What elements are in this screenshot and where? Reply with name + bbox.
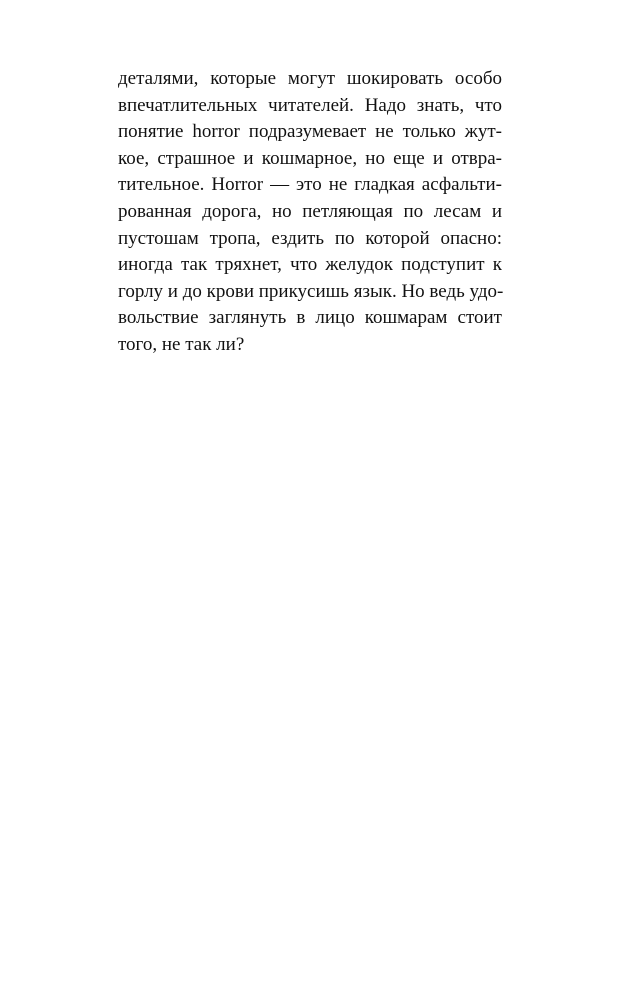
text-line: пустошам тропа, ездить по которой опасно: bbox=[118, 227, 502, 249]
text-line: кое, страшное и кошмарное, но еще и отвра- bbox=[118, 147, 502, 169]
text-line: горлу и до крови прикусишь язык. Но ведь удо- bbox=[118, 280, 504, 302]
text-line-last: того, не так ли? bbox=[118, 333, 245, 355]
text-line: деталями, которые могут шокировать особо bbox=[118, 68, 502, 89]
text-line: тительное. Horror — это не гладкая асфальти- bbox=[118, 174, 502, 196]
text-line: рованная дорога, но петляющая по лесам и bbox=[118, 200, 502, 222]
body-paragraph bbox=[118, 66, 502, 359]
text-line: впечатлительных читателей. Надо знать, что bbox=[118, 94, 502, 116]
text-line: иногда так тряхнет, что желудок подступит к bbox=[118, 254, 502, 276]
text-line: вольствие заглянуть в лицо кошмарам стоит bbox=[118, 307, 502, 329]
text-line: понятие horror подразумевает не только жут- bbox=[118, 121, 502, 143]
